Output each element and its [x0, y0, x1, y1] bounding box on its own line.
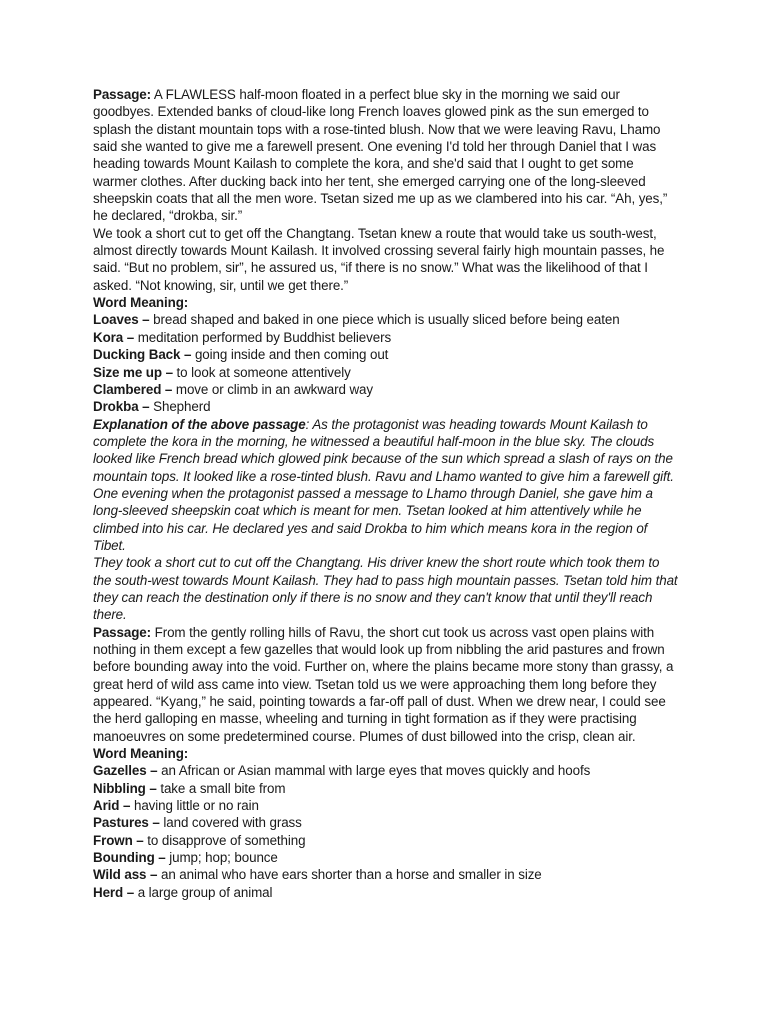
word-meaning-item [93, 346, 678, 363]
word-meaning-heading: Word Meaning: [93, 746, 189, 762]
term: Size me up – [93, 364, 173, 380]
definition: a large group of animal [134, 884, 273, 900]
definition: to disapprove of something [143, 832, 306, 848]
term: Loaves – [93, 312, 150, 328]
document-page [93, 86, 678, 901]
word-meaning-item [93, 381, 678, 398]
word-meaning-item [93, 398, 678, 415]
explanation-text: : As the protagonist was heading towards Mount Kailash to complete the kora in the morning, he witnessed a beautiful half-moon in the blue sky. The clouds looked like French bread which glowed pink because of the sun which spread a slash of rays on the mountain tops. It looked like a rose-tinted blush. Ravu and Lhamo wanted to give him a farewell gift. One evening when the protagonist passed a message to Lhamo through Daniel, she gave him a long-sleeved sheepskin coat which is meant for men. Tsetan looked at him attentively while he climbed into his car. He declared yes and said Drokba to him which means kora in the region of Tibet. [93, 416, 674, 553]
definition: an African or Asian mammal with large eyes that moves quickly and hoofs [157, 763, 591, 779]
word-meaning-heading: Word Meaning: [93, 295, 189, 311]
word-meaning-item [93, 762, 678, 779]
word-meaning-item [93, 364, 678, 381]
word-meaning-item [93, 884, 678, 901]
word-meaning-item [93, 780, 678, 797]
passage-label: Passage: [93, 624, 152, 640]
word-meaning-item [93, 866, 678, 883]
passage-text: From the gently rolling hills of Ravu, the short cut took us across vast open plains with nothing in them except a few gazelles that would look up from nibbling the arid pastures and frown before bounding away into the void. Further on, where the plains became more stony than grassy, a great herd of wild ass came into view. Tsetan told us we were approaching them long before they appeared. “Kyang,” he said, pointing towards a far-off pall of dust. When we drew near, I could see the herd galloping en masse, wheeling and turning in tight formation as if they were practising manoeuvres on some predetermined course. Plumes of dust billowed into the crisp, clean air. [93, 624, 674, 744]
term: Bounding – [93, 850, 166, 866]
term: Clambered – [93, 381, 173, 397]
passage-text: A FLAWLESS half-moon floated in a perfect blue sky in the morning we said our goodbyes. Extended banks of cloud-like long French loaves glowed pink as the sun emerged to splash the distant mountain tops with a rose-tinted blush. Now that we were leaving Ravu, Lhamo said she wanted to give me a farewell present. One evening I'd told her through Daniel that I was heading towards Mount Kailash to complete the kora, and she'd said that I ought to get some warmer clothes. After ducking back into her tent, she emerged carrying one of the long-sleeved sheepskin coats that all the men wore. Tsetan sized me up as we clambered into his car. “Ah, yes,” he declared, “drokba, sir.” [93, 87, 668, 224]
term: Pastures – [93, 815, 160, 831]
word-meaning-item [93, 329, 678, 346]
term: Arid – [93, 798, 131, 814]
definition: Shepherd [149, 399, 211, 415]
word-meaning-list [93, 762, 678, 901]
term: Frown – [93, 832, 144, 848]
word-meaning-item [93, 849, 678, 866]
definition: take a small bite from [156, 780, 286, 796]
definition: land covered with grass [159, 815, 302, 831]
term: Kora – [93, 329, 135, 345]
explanation-label: Explanation of the above passage [93, 416, 306, 432]
term: Ducking Back – [93, 347, 192, 363]
definition: an animal who have ears shorter than a horse and smaller in size [157, 867, 542, 883]
term: Drokba – [93, 399, 150, 415]
word-meaning-item [93, 797, 678, 814]
word-meaning-item [93, 832, 678, 849]
term: Gazelles – [93, 763, 158, 779]
definition: having little or no rain [130, 798, 259, 814]
word-meaning-item [93, 311, 678, 328]
term: Wild ass – [93, 867, 158, 883]
term: Nibbling – [93, 780, 157, 796]
definition: going inside and then coming out [191, 347, 389, 363]
passage-2-paragraph [93, 624, 678, 745]
passage-1-paragraph [93, 86, 678, 225]
passage-label: Passage: [93, 87, 152, 102]
definition: meditation performed by Buddhist believers [134, 329, 392, 345]
explanation-paragraph-2: They took a short cut to cut off the Changtang. His driver knew the short route which took them to the south-west towards Mount Kailash. They had to pass high mountain passes. Tsetan told him that they can reach the destination only if there is no snow and they can't know that until they'll reach there. [93, 555, 678, 623]
definition: bread shaped and baked in one piece which is usually sliced before being eaten [149, 312, 620, 328]
definition: to look at someone attentively [172, 364, 351, 380]
passage-1-paragraph-2: We took a short cut to get off the Changtang. Tsetan knew a route that would take us south-west, almost directly towards Mount Kailash. It involved crossing several fairly high mountain passes, he said. “But no problem, sir”, he assured us, “if there is no snow.” What was the likelihood of that I asked. “Not knowing, sir, until we get there.” [93, 225, 665, 293]
explanation-paragraph [93, 416, 678, 555]
definition: move or climb in an awkward way [172, 381, 373, 397]
word-meaning-list [93, 311, 678, 415]
term: Herd – [93, 884, 135, 900]
definition: jump; hop; bounce [165, 850, 278, 866]
word-meaning-item [93, 814, 678, 831]
